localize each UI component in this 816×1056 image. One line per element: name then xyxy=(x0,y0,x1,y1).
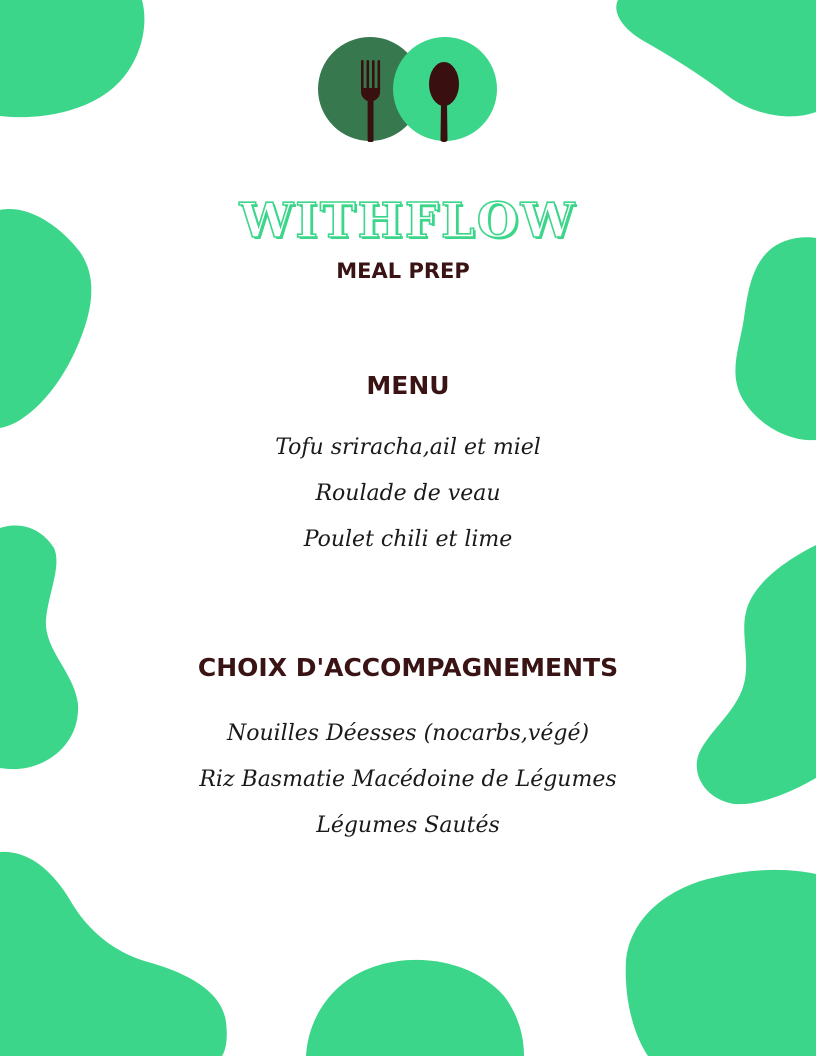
menu-item: Roulade de veau xyxy=(315,481,501,506)
logo xyxy=(318,36,498,142)
menu-item: Tofu sriracha,ail et miel xyxy=(275,435,541,460)
side-item: Nouilles Déesses (nocarbs,végé) xyxy=(226,721,590,746)
side-item: Légumes Sautés xyxy=(316,813,500,838)
blob-bottom-left xyxy=(0,852,227,1056)
side-item: Riz Basmatie Macédoine de Légumes xyxy=(199,767,617,792)
blob-top-left xyxy=(0,0,144,117)
sides-list xyxy=(0,711,816,849)
brand-subtitle: MEAL PREP xyxy=(336,259,470,283)
blob-bottom-center xyxy=(306,960,524,1056)
brand-title: WITHFLOW xyxy=(239,193,577,249)
blob-top-right xyxy=(616,0,816,116)
blob-bottom-right xyxy=(626,870,816,1056)
sides-section xyxy=(0,650,816,849)
sides-heading: CHOIX D'ACCOMPAGNEMENTS xyxy=(197,653,619,682)
menu-item: Poulet chili et lime xyxy=(303,527,513,552)
menu-section xyxy=(0,368,816,563)
menu-heading: MENU xyxy=(366,371,450,400)
menu-list xyxy=(0,425,816,563)
